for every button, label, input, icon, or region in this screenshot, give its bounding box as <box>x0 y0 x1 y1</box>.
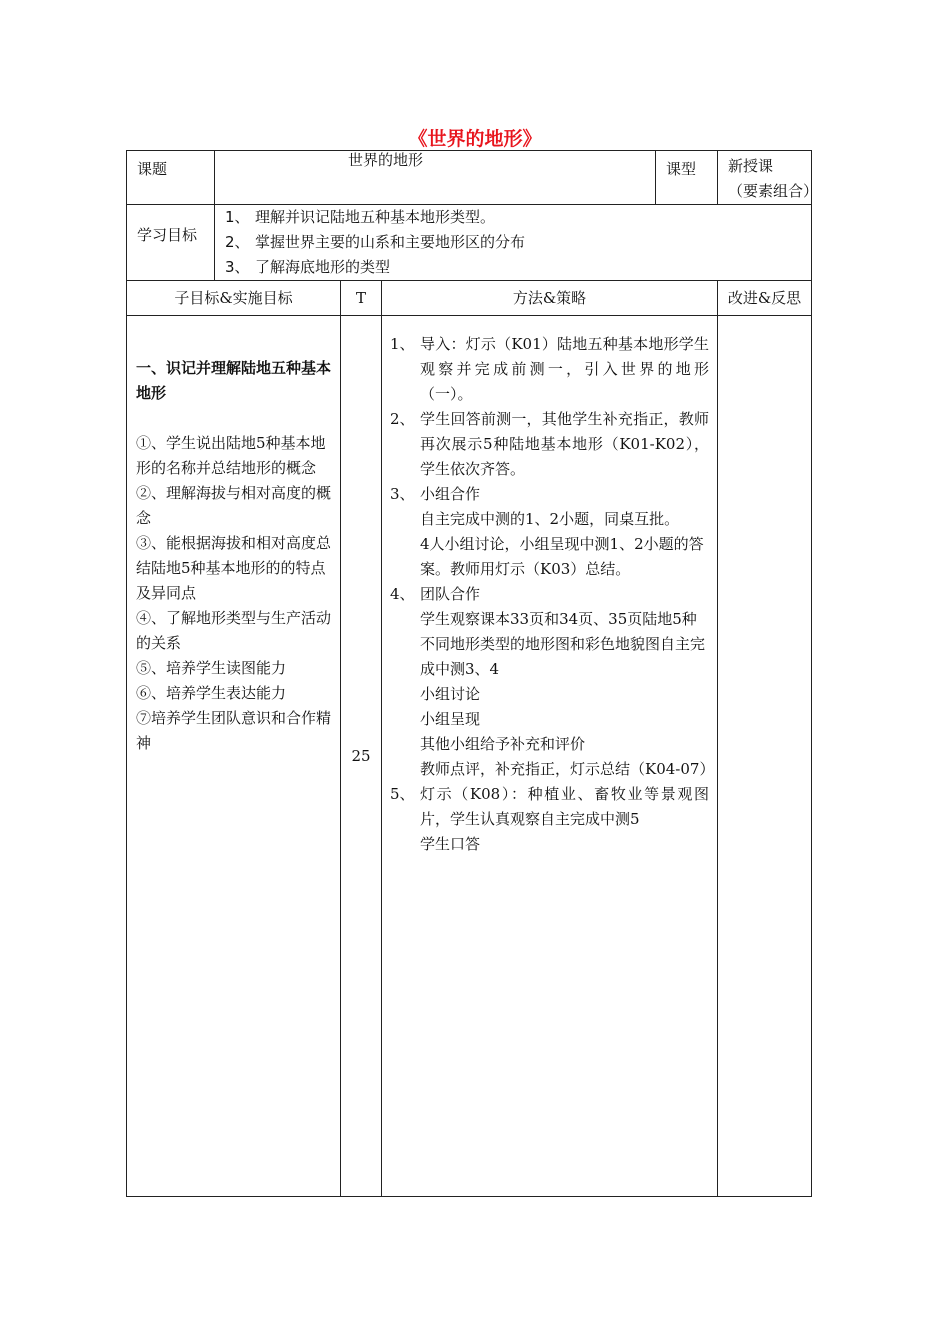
topic-value: 世界的地形 <box>348 151 424 169</box>
step-num: 2、 <box>390 410 415 428</box>
objective-item: ⑤、培养学生读图能力 <box>136 659 287 677</box>
col-header-t: T <box>341 281 382 316</box>
step-sub-text: 4人小组讨论，小组呈现中测1、2小题的答案。教师用灯示（K03）总结。 <box>420 535 704 578</box>
type-value-2: （要素组合） <box>728 182 819 200</box>
column-header-row <box>127 281 812 316</box>
goal-item <box>225 230 811 255</box>
objective-item: ⑦培养学生团队意识和合作精神 <box>136 709 332 752</box>
reflect-cell <box>718 316 812 1197</box>
step-item <box>390 582 709 607</box>
objective-item: ⑥、培养学生表达能力 <box>136 684 287 702</box>
topic-label: 课题 <box>127 151 215 205</box>
section-title: 一、识记并理解陆地五种基本地形 <box>136 359 332 402</box>
step-text: 小组合作 <box>420 485 481 503</box>
step-num: 1、 <box>390 335 415 353</box>
goal-item <box>225 205 811 230</box>
step-sub-text: 小组呈现 <box>420 710 481 728</box>
step-sub-text: 其他小组给予补充和评价 <box>420 735 586 753</box>
topic-row <box>127 151 812 205</box>
sub-goal-cell <box>127 316 341 1197</box>
col-header-sub-goal: 子目标&实施目标 <box>127 281 341 316</box>
step-sub-text: 教师点评，补充指正，灯示总结（K04-07） <box>420 760 715 778</box>
col-header-method: 方法&策略 <box>382 281 718 316</box>
step-sub-text: 自主完成中测的1、2小题，同桌互批。 <box>420 510 680 528</box>
objective-item: ③、能根据海拔和相对高度总结陆地5种基本地形的的特点及异同点 <box>136 534 332 602</box>
step-item <box>390 332 709 407</box>
objective-item: ②、理解海拔与相对高度的概念 <box>136 484 332 527</box>
method-cell <box>382 316 718 1197</box>
step-item <box>390 407 709 482</box>
step-text: 灯示（K08）：种植业、畜牧业等景观图片，学生认真观察自主完成中测5 <box>420 785 710 828</box>
goal-text: 掌握世界主要的山系和主要地形区的分布 <box>255 233 526 251</box>
goal-num: 1、 <box>225 208 250 226</box>
goals-label: 学习目标 <box>127 205 215 281</box>
goal-text: 理解并识记陆地五种基本地形类型。 <box>255 208 496 226</box>
type-value-1: 新授课 <box>728 157 774 175</box>
step-num: 5、 <box>390 785 415 803</box>
goal-num: 3、 <box>225 258 250 276</box>
objective-item: ①、学生说出陆地5种基本地形的名称并总结地形的概念 <box>136 434 326 477</box>
objective-item: ④、了解地形类型与生产活动的关系 <box>136 609 332 652</box>
goal-num: 2、 <box>225 233 250 251</box>
type-label: 课型 <box>656 151 718 205</box>
step-sub-text: 小组讨论 <box>420 685 481 703</box>
topic-cell <box>215 151 656 205</box>
step-item <box>390 782 709 832</box>
step-num: 4、 <box>390 585 415 603</box>
step-text: 学生回答前测一，其他学生补充指正，教师再次展示5种陆地基本地形（K01-K02），学生依次齐答。 <box>420 410 710 478</box>
step-item <box>390 482 709 507</box>
step-num: 3、 <box>390 485 415 503</box>
goals-list <box>215 205 812 281</box>
time-cell: 25 <box>341 316 382 1197</box>
goals-row <box>127 205 812 281</box>
goal-text: 了解海底地形的类型 <box>255 258 391 276</box>
step-text: 导入：灯示（K01）陆地五种基本地形学生观察并完成前测一，引入世界的地形（一）。 <box>420 335 710 403</box>
document-title: 《世界的地形》 <box>408 128 542 150</box>
lesson-plan-table <box>126 150 819 1197</box>
col-header-reflect: 改进&反思 <box>718 281 812 316</box>
goal-item <box>225 255 811 280</box>
step-sub-text: 学生口答 <box>420 835 481 853</box>
step-text: 团队合作 <box>420 585 481 603</box>
content-row <box>127 316 812 1197</box>
type-cell <box>718 151 819 205</box>
step-sub-text: 学生观察课本33页和34页、35页陆地5种不同地形类型的地形图和彩色地貌图自主完成中测3、4 <box>420 610 706 678</box>
